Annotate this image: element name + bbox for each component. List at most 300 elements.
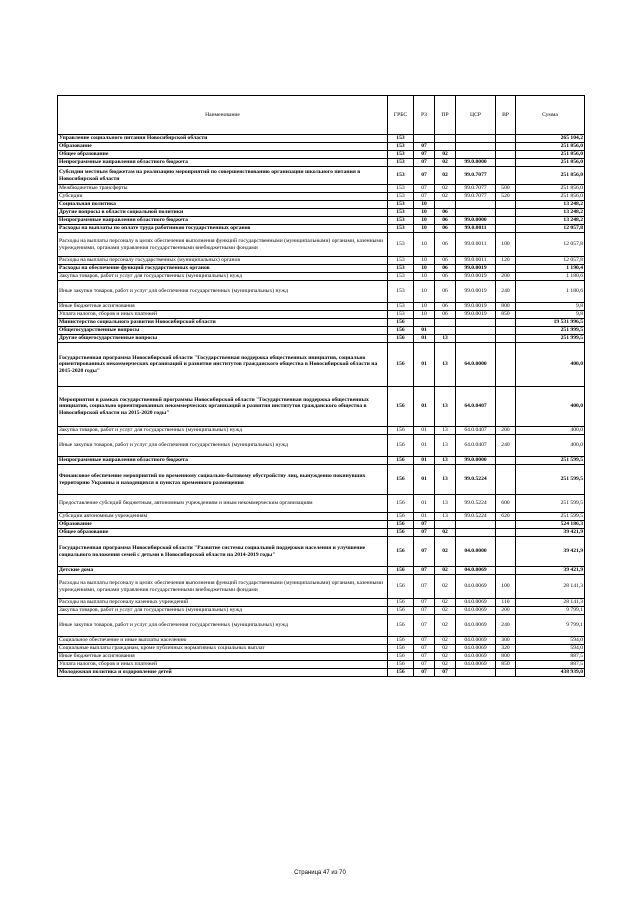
cell-pr [435, 201, 456, 209]
cell-sum: 251 856,0 [516, 193, 585, 201]
table-row [58, 319, 585, 327]
cell-sum: 9,8 [516, 311, 585, 319]
cell-grbs: 156 [388, 653, 414, 661]
cell-name: Иные закупки товаров, работ и услуг для обеспечения государственных (муниципальных) нужд [58, 615, 388, 637]
cell-grbs: 156 [388, 575, 414, 599]
cell-vr: 850 [496, 311, 516, 319]
cell-rz: 07 [414, 661, 435, 669]
cell-name: Расходы на выплаты по оплате труда работников государственных органов [58, 225, 388, 233]
header-csr: ЦСР [456, 96, 496, 135]
cell-grbs: 153 [388, 273, 414, 281]
cell-pr [435, 143, 456, 151]
table-row [58, 159, 585, 167]
cell-csr: 99.0.0019 [456, 265, 496, 273]
cell-name: Общее образование [58, 151, 388, 159]
cell-csr: 04.0.0069 [456, 567, 496, 575]
cell-csr: 04.0.0069 [456, 653, 496, 661]
table-row [58, 575, 585, 599]
cell-rz: 01 [414, 427, 435, 435]
cell-vr: 240 [496, 435, 516, 457]
cell-csr: 99.0.0019 [456, 281, 496, 303]
cell-name: Образование [58, 521, 388, 529]
cell-vr: 320 [496, 645, 516, 653]
table-row [58, 135, 585, 143]
cell-grbs: 156 [388, 427, 414, 435]
table-row [58, 599, 585, 607]
cell-pr: 02 [435, 575, 456, 599]
cell-name: Социальная политика [58, 201, 388, 209]
cell-rz [414, 319, 435, 327]
cell-rz: 10 [414, 281, 435, 303]
cell-csr: 99.0.0011 [456, 225, 496, 233]
cell-name: Закупка товаров, работ и услуг для государственных (муниципальных) нужд [58, 427, 388, 435]
cell-name: Межбюджетные трансферты [58, 185, 388, 193]
cell-csr: 04.0.0069 [456, 661, 496, 669]
cell-grbs: 156 [388, 599, 414, 607]
cell-sum: 251 599,5 [516, 513, 585, 521]
cell-sum: 1 190,4 [516, 265, 585, 273]
cell-rz: 01 [414, 465, 435, 495]
cell-csr: 99.0.0011 [456, 233, 496, 257]
cell-csr: 99.0.7077 [456, 167, 496, 185]
table-row [58, 645, 585, 653]
cell-pr: 13 [435, 343, 456, 387]
table-row [58, 335, 585, 343]
cell-pr: 02 [435, 567, 456, 575]
cell-vr [496, 217, 516, 225]
cell-csr: 99.0.0019 [456, 303, 496, 311]
table-row [58, 465, 585, 495]
cell-pr: 07 [435, 669, 456, 677]
cell-grbs: 153 [388, 281, 414, 303]
cell-rz: 01 [414, 387, 435, 427]
cell-vr [496, 225, 516, 233]
cell-rz: 07 [414, 653, 435, 661]
cell-vr: 240 [496, 615, 516, 637]
table-row [58, 193, 585, 201]
cell-sum: 251 599,5 [516, 457, 585, 465]
cell-name: Субсидии [58, 193, 388, 201]
cell-csr: 64.0.0000 [456, 343, 496, 387]
cell-csr [456, 135, 496, 143]
cell-name: Субсидии автономным учреждениям [58, 513, 388, 521]
cell-rz: 07 [414, 645, 435, 653]
cell-csr [456, 151, 496, 159]
cell-grbs: 156 [388, 335, 414, 343]
cell-csr: 99.0.5224 [456, 513, 496, 521]
cell-pr: 06 [435, 303, 456, 311]
cell-pr: 13 [435, 465, 456, 495]
cell-csr: 99.0.5224 [456, 495, 496, 513]
cell-grbs: 156 [388, 319, 414, 327]
cell-csr: 99.0.0011 [456, 257, 496, 265]
cell-name: Расходы на выплаты персоналу в целях обеспечения выполнения функций государственными (муниципальными) органами, казенными учреждениями, органами управления государственными внебюджетными фондами [58, 575, 388, 599]
cell-rz: 10 [414, 311, 435, 319]
table-row [58, 201, 585, 209]
cell-pr [435, 521, 456, 529]
cell-name: Субсидии местным бюджетам на реализацию мероприятий по совершенствованию организации школьного питания в Новосибирской области [58, 167, 388, 185]
cell-grbs: 153 [388, 135, 414, 143]
cell-csr [456, 327, 496, 335]
cell-sum: 887,5 [516, 653, 585, 661]
header-grbs: ГРБС [388, 96, 414, 135]
table-row [58, 607, 585, 615]
cell-csr: 99.0.5224 [456, 465, 496, 495]
cell-csr [456, 521, 496, 529]
cell-name: Образование [58, 143, 388, 151]
cell-csr: 04.0.0000 [456, 537, 496, 567]
cell-rz: 07 [414, 159, 435, 167]
cell-sum: 400,0 [516, 387, 585, 427]
cell-csr: 99.0.0019 [456, 311, 496, 319]
cell-grbs: 153 [388, 151, 414, 159]
cell-rz: 10 [414, 303, 435, 311]
cell-csr: 99.0.7077 [456, 193, 496, 201]
cell-name: Финансовое обеспечение мероприятий по временному социально-бытовому обустройству лиц, вынужденно покинувших территорию Украины и находящихся в пунктах временного размещения [58, 465, 388, 495]
cell-name: Другие вопросы в области социальной политики [58, 209, 388, 217]
table-row [58, 343, 585, 387]
cell-csr: 99.0.0000 [456, 217, 496, 225]
cell-csr: 04.0.0069 [456, 615, 496, 637]
cell-vr: 100 [496, 233, 516, 257]
cell-pr: 13 [435, 387, 456, 427]
cell-vr [496, 159, 516, 167]
cell-pr: 13 [435, 495, 456, 513]
cell-sum: 39 421,9 [516, 529, 585, 537]
cell-name: Расходы на выплаты персоналу государственных (муниципальных) органов [58, 257, 388, 265]
cell-sum: 12 057,8 [516, 233, 585, 257]
cell-name: Закупка товаров, работ и услуг для государственных (муниципальных) нужд [58, 273, 388, 281]
cell-rz: 10 [414, 225, 435, 233]
cell-vr [496, 327, 516, 335]
cell-pr: 13 [435, 427, 456, 435]
cell-grbs: 156 [388, 637, 414, 645]
cell-grbs: 156 [388, 495, 414, 513]
table-header-row [58, 96, 585, 135]
cell-vr [496, 567, 516, 575]
cell-sum: 12 057,8 [516, 225, 585, 233]
table-row [58, 495, 585, 513]
cell-vr [496, 529, 516, 537]
cell-grbs: 153 [388, 159, 414, 167]
cell-vr [496, 335, 516, 343]
cell-name: Детские дома [58, 567, 388, 575]
cell-vr [496, 343, 516, 387]
cell-pr: 02 [435, 653, 456, 661]
cell-name: Управление социального питания Новосибирской области [58, 135, 388, 143]
cell-sum: 28 141,3 [516, 575, 585, 599]
cell-name: Мероприятия в рамках государственной программы Новосибирской области "Государственная поддержка общественных инициатив, социально ориентированных некоммерческих организаций и развития институтов гражданского общества в Новосибирской области на 2015-2020 годы" [58, 387, 388, 427]
cell-rz: 10 [414, 273, 435, 281]
cell-name: Непрограммные направления областного бюджета [58, 457, 388, 465]
cell-grbs: 156 [388, 645, 414, 653]
cell-pr: 13 [435, 335, 456, 343]
cell-grbs: 153 [388, 225, 414, 233]
cell-sum: 13 248,2 [516, 217, 585, 225]
cell-rz: 10 [414, 209, 435, 217]
cell-grbs: 153 [388, 167, 414, 185]
cell-vr: 100 [496, 575, 516, 599]
cell-sum: 1 180,6 [516, 273, 585, 281]
cell-grbs: 156 [388, 521, 414, 529]
cell-pr: 13 [435, 513, 456, 521]
cell-rz: 07 [414, 529, 435, 537]
cell-sum: 251 856,0 [516, 167, 585, 185]
cell-name: Расходы на обеспечение функций государственных органов [58, 265, 388, 273]
cell-rz: 01 [414, 343, 435, 387]
cell-pr: 06 [435, 265, 456, 273]
cell-grbs: 156 [388, 327, 414, 335]
cell-grbs: 153 [388, 257, 414, 265]
cell-rz: 07 [414, 567, 435, 575]
cell-pr: 02 [435, 615, 456, 637]
cell-csr [456, 335, 496, 343]
cell-vr: 620 [496, 513, 516, 521]
cell-rz: 07 [414, 599, 435, 607]
cell-rz: 07 [414, 537, 435, 567]
table-row [58, 209, 585, 217]
table-row [58, 167, 585, 185]
cell-rz: 07 [414, 167, 435, 185]
cell-csr [456, 319, 496, 327]
cell-pr: 06 [435, 217, 456, 225]
cell-sum: 251 856,0 [516, 159, 585, 167]
cell-csr: 64.0.0407 [456, 427, 496, 435]
table-row [58, 637, 585, 645]
cell-sum: 39 421,9 [516, 537, 585, 567]
cell-name: Закупка товаров, работ и услуг для государственных (муниципальных) нужд [58, 607, 388, 615]
cell-grbs: 153 [388, 185, 414, 193]
cell-sum: 400,0 [516, 343, 585, 387]
cell-sum: 400,0 [516, 427, 585, 435]
table-body [58, 135, 585, 677]
cell-name: Общегосударственные вопросы [58, 327, 388, 335]
table-row [58, 427, 585, 435]
table-row [58, 567, 585, 575]
cell-grbs: 153 [388, 201, 414, 209]
header-rz: РЗ [414, 96, 435, 135]
table-row [58, 257, 585, 265]
cell-vr: 300 [496, 637, 516, 645]
cell-rz: 07 [414, 637, 435, 645]
cell-name: Общее образование [58, 529, 388, 537]
cell-pr: 06 [435, 209, 456, 217]
cell-grbs: 156 [388, 607, 414, 615]
cell-csr: 04.0.0069 [456, 645, 496, 653]
cell-pr: 02 [435, 529, 456, 537]
cell-name: Расходы на выплаты персоналу в целях обеспечения выполнения функций государственными (муниципальными) органами, казенными учреждениями, органами управления государственными внебюджетными фондами [58, 233, 388, 257]
cell-vr [496, 209, 516, 217]
cell-sum: 251 599,5 [516, 465, 585, 495]
cell-name: Социальное обеспечение и иные выплаты населению [58, 637, 388, 645]
cell-vr [496, 151, 516, 159]
cell-name: Государственная программа Новосибирской области "Развитие системы социальной поддержки населения и улучшение социального положения семей с детьми в Новосибирской области на 2014-2019 годы" [58, 537, 388, 567]
cell-vr: 120 [496, 257, 516, 265]
budget-table [57, 95, 585, 677]
cell-grbs: 153 [388, 209, 414, 217]
cell-vr [496, 201, 516, 209]
table-row [58, 303, 585, 311]
cell-pr: 02 [435, 185, 456, 193]
table-row [58, 537, 585, 567]
cell-csr [456, 669, 496, 677]
cell-rz: 07 [414, 151, 435, 159]
table-row [58, 669, 585, 677]
cell-grbs: 156 [388, 529, 414, 537]
cell-name: Государственная программа Новосибирской области "Государственная поддержка общественных инициатив, социально ориентированных некоммерческих организаций и развития институтов гражданского общества в Новосибирской области на 2015-2020 годы" [58, 343, 388, 387]
cell-name: Иные бюджетные ассигнования [58, 653, 388, 661]
cell-grbs: 153 [388, 311, 414, 319]
cell-pr: 06 [435, 273, 456, 281]
cell-pr: 06 [435, 233, 456, 257]
cell-sum: 265 104,2 [516, 135, 585, 143]
table-row [58, 387, 585, 427]
cell-csr [456, 209, 496, 217]
cell-vr [496, 135, 516, 143]
cell-grbs: 156 [388, 343, 414, 387]
cell-csr: 04.0.0069 [456, 575, 496, 599]
cell-pr: 02 [435, 607, 456, 615]
cell-pr: 02 [435, 151, 456, 159]
cell-rz: 01 [414, 457, 435, 465]
cell-pr: 13 [435, 457, 456, 465]
cell-pr [435, 319, 456, 327]
table-row [58, 653, 585, 661]
cell-pr: 13 [435, 435, 456, 457]
table-row [58, 143, 585, 151]
cell-sum: 1 180,6 [516, 281, 585, 303]
cell-pr: 02 [435, 599, 456, 607]
cell-sum: 438 939,0 [516, 669, 585, 677]
cell-pr [435, 135, 456, 143]
table-row [58, 529, 585, 537]
cell-name: Расходы на выплаты персоналу казенных учреждений [58, 599, 388, 607]
cell-grbs: 156 [388, 387, 414, 427]
cell-csr: 64.0.0407 [456, 435, 496, 457]
cell-pr: 02 [435, 637, 456, 645]
table-row [58, 615, 585, 637]
cell-vr [496, 167, 516, 185]
cell-vr: 200 [496, 427, 516, 435]
cell-vr [496, 537, 516, 567]
cell-pr [435, 327, 456, 335]
table-row [58, 435, 585, 457]
cell-grbs: 153 [388, 143, 414, 151]
cell-name: Уплата налогов, сборов и иных платежей [58, 661, 388, 669]
cell-sum: 251 999,5 [516, 327, 585, 335]
cell-vr [496, 457, 516, 465]
header-pr: ПР [435, 96, 456, 135]
cell-pr: 06 [435, 225, 456, 233]
cell-vr: 850 [496, 661, 516, 669]
table-row [58, 265, 585, 273]
cell-sum: 9,8 [516, 303, 585, 311]
cell-sum: 12 057,8 [516, 257, 585, 265]
cell-sum: 9 799,1 [516, 615, 585, 637]
cell-rz: 07 [414, 607, 435, 615]
cell-grbs: 156 [388, 615, 414, 637]
cell-vr: 500 [496, 185, 516, 193]
cell-csr: 99.0.7077 [456, 185, 496, 193]
cell-grbs: 156 [388, 513, 414, 521]
cell-grbs: 153 [388, 193, 414, 201]
cell-sum: 9 799,1 [516, 607, 585, 615]
cell-csr: 99.0.0000 [456, 457, 496, 465]
cell-csr: 64.0.0407 [456, 387, 496, 427]
cell-csr [456, 529, 496, 537]
cell-vr: 800 [496, 653, 516, 661]
cell-sum: 251 856,0 [516, 185, 585, 193]
cell-csr: 99.0.0000 [456, 159, 496, 167]
cell-name: Иные закупки товаров, работ и услуг для обеспечения государственных (муниципальных) нужд [58, 435, 388, 457]
cell-sum: 251 599,5 [516, 495, 585, 513]
cell-sum: 594,0 [516, 645, 585, 653]
cell-name: Уплата налогов, сборов и иных платежей [58, 311, 388, 319]
cell-pr: 06 [435, 257, 456, 265]
cell-sum: 524 186,3 [516, 521, 585, 529]
cell-vr [496, 521, 516, 529]
cell-rz: 10 [414, 265, 435, 273]
cell-pr: 02 [435, 661, 456, 669]
cell-rz [414, 135, 435, 143]
table-row [58, 513, 585, 521]
cell-grbs: 156 [388, 661, 414, 669]
cell-sum: 13 248,2 [516, 209, 585, 217]
cell-name: Молодежная политика и оздоровление детей [58, 669, 388, 677]
cell-sum: 251 856,0 [516, 143, 585, 151]
cell-name: Министерство социального развития Новосибирской области [58, 319, 388, 327]
cell-name: Непрограммные направления областного бюджета [58, 217, 388, 225]
cell-grbs: 156 [388, 435, 414, 457]
cell-rz: 07 [414, 185, 435, 193]
cell-rz: 07 [414, 669, 435, 677]
cell-name: Другие общегосударственные вопросы [58, 335, 388, 343]
cell-grbs: 153 [388, 217, 414, 225]
cell-vr: 200 [496, 273, 516, 281]
cell-name: Непрограммные направления областного бюджета [58, 159, 388, 167]
cell-grbs: 156 [388, 669, 414, 677]
cell-vr [496, 669, 516, 677]
cell-rz: 01 [414, 435, 435, 457]
table-row [58, 327, 585, 335]
cell-csr: 04.0.0069 [456, 607, 496, 615]
cell-vr: 520 [496, 193, 516, 201]
cell-rz: 01 [414, 495, 435, 513]
cell-rz: 10 [414, 233, 435, 257]
cell-grbs: 153 [388, 303, 414, 311]
cell-name: Иные закупки товаров, работ и услуг для обеспечения государственных (муниципальных) нужд [58, 281, 388, 303]
cell-grbs: 156 [388, 465, 414, 495]
header-sum: Сумма [516, 96, 585, 135]
cell-vr: 110 [496, 599, 516, 607]
cell-sum: 13 248,2 [516, 201, 585, 209]
cell-vr: 240 [496, 281, 516, 303]
cell-vr [496, 143, 516, 151]
cell-csr: 04.0.0069 [456, 599, 496, 607]
table-row [58, 281, 585, 303]
cell-grbs: 156 [388, 567, 414, 575]
cell-rz: 07 [414, 521, 435, 529]
cell-rz: 01 [414, 335, 435, 343]
cell-sum: 887,5 [516, 661, 585, 669]
cell-sum: 400,0 [516, 435, 585, 457]
cell-rz: 01 [414, 327, 435, 335]
table-row [58, 661, 585, 669]
cell-vr [496, 319, 516, 327]
cell-pr: 02 [435, 537, 456, 567]
cell-pr: 02 [435, 167, 456, 185]
cell-vr [496, 265, 516, 273]
